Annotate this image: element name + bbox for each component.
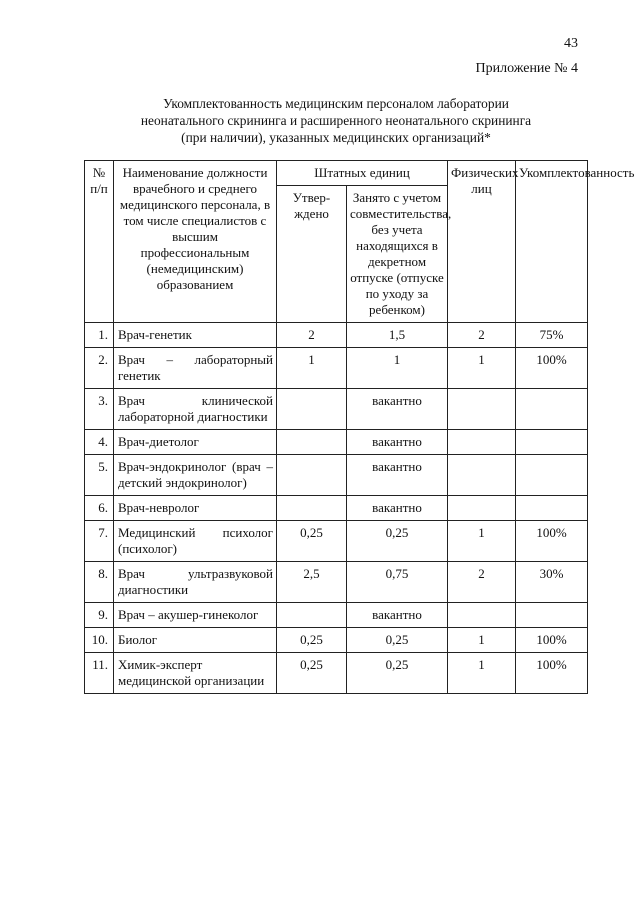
title-line: (при наличии), указанных медицинских организаций* [181, 130, 491, 145]
row-number: 9. [85, 603, 114, 628]
physical-persons [448, 430, 516, 455]
staffing-level: 100% [516, 628, 588, 653]
staffing-level: 30% [516, 562, 588, 603]
header-staffing-level: Укомплектованность [516, 161, 588, 323]
staffing-level [516, 455, 588, 496]
table-row [85, 389, 588, 430]
table-row [85, 496, 588, 521]
physical-persons: 1 [448, 521, 516, 562]
approved-units [277, 430, 347, 455]
row-number: 3. [85, 389, 114, 430]
approved-units [277, 496, 347, 521]
position-name: Врач-генетик [114, 323, 277, 348]
row-number: 11. [85, 653, 114, 694]
physical-persons [448, 603, 516, 628]
physical-persons: 1 [448, 628, 516, 653]
approved-units: 0,25 [277, 521, 347, 562]
staffing-level: 100% [516, 653, 588, 694]
row-number: 7. [85, 521, 114, 562]
approved-units: 2,5 [277, 562, 347, 603]
table-row [85, 430, 588, 455]
approved-units [277, 455, 347, 496]
row-number: 4. [85, 430, 114, 455]
occupied-units: 0,25 [347, 521, 448, 562]
occupied-units: 0,25 [347, 653, 448, 694]
position-name: Врач-диетолог [114, 430, 277, 455]
position-name: Химик-эксперт медицинской организации [114, 653, 277, 694]
header-physical-persons: Физических лиц [448, 161, 516, 323]
staffing-level [516, 389, 588, 430]
occupied-units: 1 [347, 348, 448, 389]
header-occupied: Занято с учетом совместительства, без учета находящихся в декретном отпуске (отпуске по уходу за ребенком) [347, 186, 448, 323]
occupied-units: 0,25 [347, 628, 448, 653]
physical-persons: 2 [448, 562, 516, 603]
position-name: Врач – лабораторный генетик [114, 348, 277, 389]
physical-persons: 1 [448, 348, 516, 389]
header-staff-units: Штатных единиц [277, 161, 448, 186]
approved-units: 1 [277, 348, 347, 389]
table-row [85, 521, 588, 562]
position-name: Биолог [114, 628, 277, 653]
occupied-units: 0,75 [347, 562, 448, 603]
title-line: Укомплектованность медицинским персоналом лаборатории [163, 96, 509, 111]
row-number: 2. [85, 348, 114, 389]
title-line: неонатального скрининга и расширенного неонатального скрининга [140, 113, 532, 128]
page-number: 43 [564, 36, 578, 51]
approved-units [277, 389, 347, 430]
approved-units [277, 603, 347, 628]
position-name: Врач-невролог [114, 496, 277, 521]
table-row [85, 323, 588, 348]
header-approved: Утвер-ждено [277, 186, 347, 323]
table-row [85, 628, 588, 653]
physical-persons [448, 389, 516, 430]
staffing-level [516, 496, 588, 521]
staffing-level [516, 603, 588, 628]
row-number: 6. [85, 496, 114, 521]
table-row [85, 348, 588, 389]
row-number: 10. [85, 628, 114, 653]
row-number: 1. [85, 323, 114, 348]
staffing-level [516, 430, 588, 455]
position-name: Врач – акушер-гинеколог [114, 603, 277, 628]
position-name: Врач-эндокринолог (врач – детский эндокринолог) [114, 455, 277, 496]
physical-persons [448, 455, 516, 496]
occupied-units: вакантно [347, 603, 448, 628]
approved-units: 2 [277, 323, 347, 348]
position-name: Медицинский психолог (психолог) [114, 521, 277, 562]
table-row [85, 603, 588, 628]
staffing-level: 100% [516, 521, 588, 562]
staffing-table [84, 160, 635, 694]
physical-persons [448, 496, 516, 521]
physical-persons: 2 [448, 323, 516, 348]
table-row [85, 562, 588, 603]
position-name: Врач ультразвуковой диагностики [114, 562, 277, 603]
staffing-level: 100% [516, 348, 588, 389]
occupied-units: вакантно [347, 455, 448, 496]
occupied-units: вакантно [347, 430, 448, 455]
position-name: Врач клинической лабораторной диагностики [114, 389, 277, 430]
row-number: 8. [85, 562, 114, 603]
occupied-units: 1,5 [347, 323, 448, 348]
table-body [85, 323, 588, 694]
header-position-name: Наименование должности врачебного и среднего медицинского персонала, в том числе специалистов с высшим профессиональным (немедицинским) образованием [114, 161, 277, 323]
row-number: 5. [85, 455, 114, 496]
occupied-units: вакантно [347, 389, 448, 430]
table-row [85, 455, 588, 496]
table-row [85, 653, 588, 694]
header-num: № п/п [85, 161, 114, 323]
approved-units: 0,25 [277, 628, 347, 653]
staffing-level: 75% [516, 323, 588, 348]
occupied-units: вакантно [347, 496, 448, 521]
document-title [96, 95, 576, 146]
approved-units: 0,25 [277, 653, 347, 694]
physical-persons: 1 [448, 653, 516, 694]
appendix-label: Приложение № 4 [475, 61, 578, 76]
